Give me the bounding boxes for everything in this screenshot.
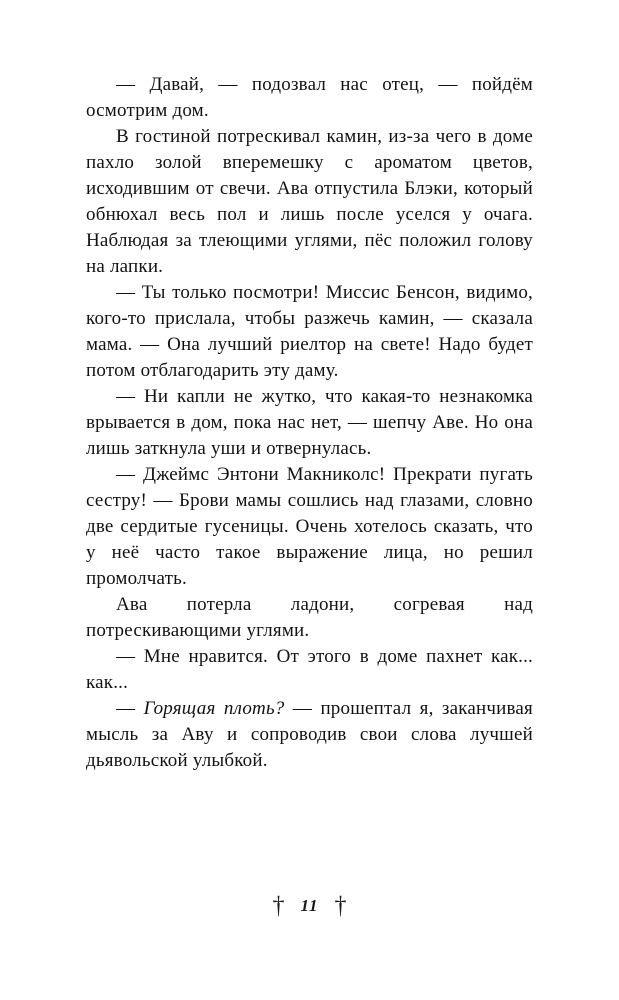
- dagger-ornament-right-icon: †: [334, 892, 347, 920]
- paragraph-text: — Джеймс Энтони Макниколс! Прекрати пугать сестру! — Брови мамы сошлись над глазами, словно две сердитые гусеницы. Очень хотелось сказать, что у неё часто такое выражение лица, но решил промолчать.: [86, 464, 533, 589]
- paragraph-text: — Ни капли не жутко, что какая-то незнакомка врывается в дом, пока нас нет, — шепчу Аве. Но она лишь заткнула уши и отвернулась.: [86, 386, 533, 459]
- paragraph: [86, 384, 533, 462]
- page-number: 11: [300, 896, 319, 915]
- paragraph-text: — прошептал я, заканчивая мысль за Аву и сопроводив свои слова лучшей дьявольской улыбкой.: [86, 698, 533, 771]
- page-footer: [0, 894, 619, 918]
- paragraph: [86, 280, 533, 384]
- paragraph-text: — Давай, — подозвал нас отец, — пойдём осмотрим дом.: [86, 74, 533, 121]
- paragraph-text: Ава потерла ладони, согревая над потрескивающими углями.: [86, 594, 533, 641]
- dagger-ornament-left-icon: †: [272, 892, 285, 920]
- paragraph-text: — Ты только посмотри! Миссис Бенсон, видимо, кого-то прислала, чтобы разжечь камин, — сказала мама. — Она лучший риелтор на свете! Надо будет потом отблагодарить эту даму.: [86, 282, 533, 381]
- text-block: [86, 72, 533, 774]
- paragraph-text: — Мне нравится. От этого в доме пахнет как... как...: [86, 646, 533, 693]
- paragraph: [86, 462, 533, 592]
- paragraph-text-italic: Горящая плоть?: [143, 698, 285, 719]
- paragraph: [86, 644, 533, 696]
- paragraph: [86, 124, 533, 280]
- paragraph: [86, 72, 533, 124]
- paragraph-text: В гостиной потрескивал камин, из-за чего в доме пахло золой вперемешку с ароматом цветов, исходившим от свечи. Ава отпустила Блэки, который обнюхал весь пол и лишь после уселся у очага. Наблюдая за тлеющими углями, пёс положил голову на лапки.: [86, 126, 533, 277]
- paragraph: [86, 592, 533, 644]
- paragraph: [86, 696, 533, 774]
- paragraph-text: —: [116, 698, 144, 719]
